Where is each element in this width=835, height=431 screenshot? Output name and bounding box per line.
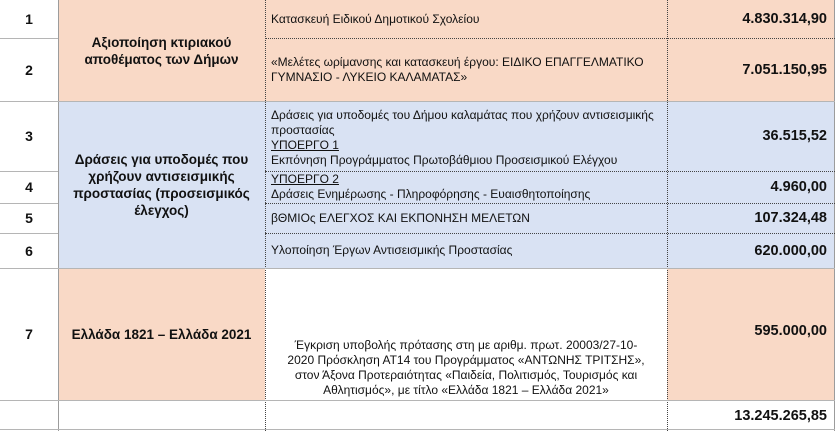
row-number-3: 3 [0,101,58,171]
subproject-label: ΥΠΟΕΡΓΟ 2 [271,172,339,186]
category-buildings: Αξιοποίηση κτιριακού αποθέματος των Δήμων [58,0,265,101]
row-number-total [0,400,58,431]
row-divider [265,171,835,172]
description-text: Έγκριση υποβολής πρότασης στη με αριθμ. πρωτ. 20003/27-10-2020 Πρόσκληση ΑΤ14 του Προγράμματος «ΑΝΤΩΝΗΣ ΤΡΙΤΣΗΣ», στον Άξονα Προτεραιότητας «Παιδεία, Πολιτισμός, Τουρισμός και Αθλητισμός», με τίτλο «Ελλάδα 1821 – Ελλάδα 2021» [287,338,645,397]
description-total [265,400,667,431]
row-divider [0,203,58,204]
amount-row-3: 36.515,52 [667,101,835,171]
amount-row-7: 595.000,00 [667,268,835,400]
row-divider [0,268,835,269]
row-number-6: 6 [0,233,58,268]
description-text: Δράσεις Ενημέρωσης - Πληροφόρησης - Ευαισθητοποίησης [271,187,591,201]
description-text: βΘΜΙΟς ΕΛΕΓΧΟΣ ΚΑΙ ΕΚΠΟΝΗΣΗ ΜΕΛΕΤΩΝ [271,210,530,225]
subproject-label: ΥΠΟΕΡΓΟ 1 [271,138,339,152]
amount-row-6: 620.000,00 [667,233,835,268]
description-row-7 [265,268,667,400]
description-text: Κατασκευή Ειδικού Δημοτικού Σχολείου [271,11,480,26]
row-number-5: 5 [0,203,58,233]
description-text: Δράσεις για υποδομές του Δήμου καλαμάτας που χρήζουν αντισεισμικής προστασίας [271,108,654,137]
row-divider [0,38,58,39]
row-number-7: 7 [0,268,58,400]
row-number-1: 1 [0,0,58,38]
description-row-1 [265,0,667,38]
row-divider [0,101,835,102]
description-row-5 [265,203,667,233]
description-row-4 [265,171,667,203]
row-divider [265,203,835,204]
description-row-6 [265,233,667,268]
row-divider [0,233,58,234]
row-number-4: 4 [0,171,58,203]
row-divider [265,233,835,234]
amount-row-5: 107.324,48 [667,203,835,233]
column-divider [265,0,266,431]
total-amount: 13.245.265,85 [667,400,835,431]
amount-row-4: 4.960,00 [667,171,835,203]
description-text: «Μελέτες ωρίμανσης και κατασκευή έργου: ΕΙΔΙΚΟ ΕΠΑΓΓΕΛΜΑΤΙΚΟ ΓΥΜΝΑΣΙΟ - ΛΥΚΕΙΟ ΚΑΛΑΜΑΤΑΣ» [271,54,644,84]
column-divider [667,0,668,431]
description-text: Υλοποίηση Έργων Αντισεισμικής Προστασίας [271,243,513,257]
amount-row-2: 7.051.150,95 [667,38,835,101]
category-seismic: Δράσεις για υποδομές που χρήζουν αντισεισμικής προστασίας (προσεισμικός έλεγχος) [58,101,265,268]
row-divider [0,429,835,430]
category-total [58,400,265,431]
row-divider [0,171,58,172]
description-row-2 [265,38,667,101]
description-row-3 [265,101,667,171]
row-divider [0,400,835,401]
category-anniversary: Ελλάδα 1821 – Ελλάδα 2021 [58,268,265,400]
amount-row-1: 4.830.314,90 [667,0,835,38]
column-divider [58,0,59,431]
row-divider [265,38,835,39]
row-number-2: 2 [0,38,58,101]
description-text: Εκπόνηση Προγράμματος Πρωτοβάθμιου Προσεισμικού Ελέγχου [271,153,618,167]
